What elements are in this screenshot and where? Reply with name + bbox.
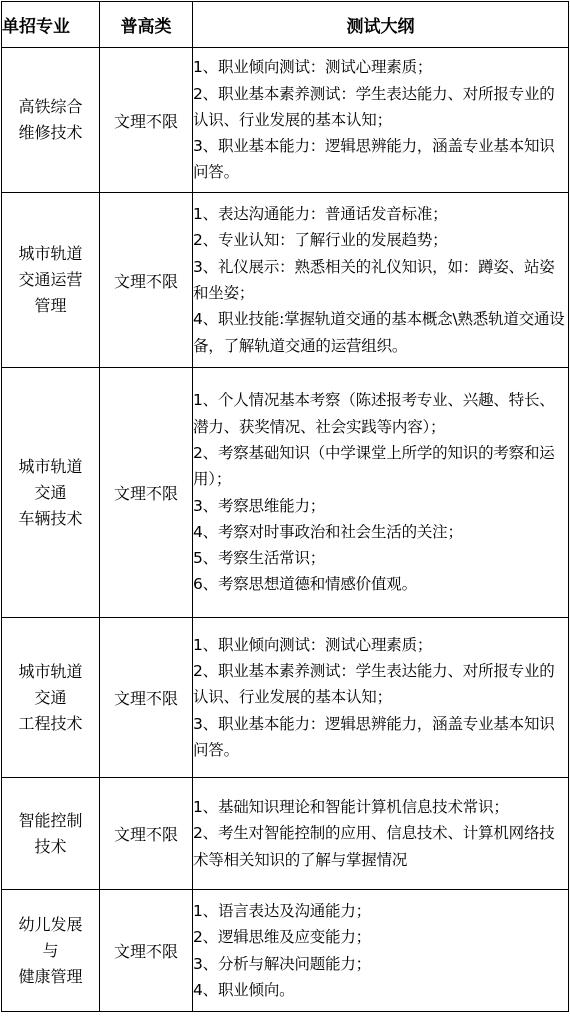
major-name-line: 技术: [34, 836, 67, 856]
outline-item: 4、考察对时事政治和社会生活的关注；: [193, 522, 463, 541]
table-row: [2, 890, 569, 1012]
major-cell: [2, 618, 100, 778]
outline-item: 1、表达沟通能力：普通话发音标准；: [193, 205, 448, 224]
exam-outline-table: [1, 1, 569, 1012]
table-row: [2, 368, 569, 618]
major-cell: [2, 368, 100, 618]
major-name-line: 交通: [34, 482, 67, 502]
outline-item: 2、专业认知：了解行业的发展趋势；: [193, 231, 448, 250]
outline-item: 1、职业倾向测试：测试心理素质；: [193, 635, 433, 654]
header-outline: 测试大纲: [193, 2, 569, 48]
outline-item: 3、职业基本能力：逻辑思辨能力，涵盖专业基本知识问答。: [193, 714, 555, 759]
category-cell: 文理不限: [100, 48, 193, 193]
major-name-line: 城市轨道: [18, 244, 83, 263]
outline-item: 1、职业倾向测试：测试心理素质；: [193, 58, 433, 77]
major-name-line: 交通: [34, 687, 67, 707]
major-cell: [2, 48, 100, 193]
major-cell: [2, 193, 100, 368]
outline-cell: [193, 618, 569, 778]
outline-item: 2、职业基本素养测试：学生表达能力、对所报专业的认识、行业发展的基本认知；: [193, 84, 555, 129]
major-name-line: 维修技术: [18, 123, 83, 142]
outline-item: 2、逻辑思维及应变能力；: [193, 928, 371, 947]
category-cell: 文理不限: [100, 368, 193, 618]
outline-cell: [193, 368, 569, 618]
outline-item: 3、考察思维能力；: [193, 496, 326, 515]
outline-item: 2、职业基本素养测试：学生表达能力、对所报专业的认识、行业发展的基本认知；: [193, 662, 555, 707]
outline-item: 4、职业技能:掌握轨道交通的基本概念\熟悉轨道交通设备，了解轨道交通的运营组织。: [193, 310, 565, 355]
major-cell: [2, 890, 100, 1012]
outline-item: 3、职业基本能力：逻辑思辨能力，涵盖专业基本知识问答。: [193, 137, 555, 182]
outline-item: 1、基础知识理论和智能计算机信息技术常识；: [193, 798, 509, 817]
category-cell: 文理不限: [100, 618, 193, 778]
category-cell: 文理不限: [100, 890, 193, 1012]
header-category: 普高类: [100, 2, 193, 48]
outline-cell: [193, 48, 569, 193]
outline-item: 6、考察思想道德和情感价值观。: [193, 575, 417, 594]
table-row: [2, 778, 569, 890]
outline-item: 2、考生对智能控制的应用、信息技术、计算机网络技术等相关知识的了解与掌握情况: [193, 824, 555, 869]
table-row: [2, 193, 569, 368]
outline-cell: [193, 890, 569, 1012]
table-row: [2, 618, 569, 778]
category-cell: 文理不限: [100, 778, 193, 890]
outline-item: 1、语言表达及沟通能力；: [193, 901, 371, 920]
category-cell: 文理不限: [100, 193, 193, 368]
major-name-line: 健康管理: [18, 966, 83, 986]
major-name-line: 管理: [34, 296, 67, 315]
major-name-line: 智能控制: [18, 810, 83, 830]
outline-item: 2、考察基础知识（中学课堂上所学的知识的考察和运用）；: [193, 443, 555, 489]
major-name-line: 城市轨道: [18, 661, 83, 681]
outline-cell: [193, 193, 569, 368]
major-name-line: 交通运营: [18, 270, 83, 289]
major-name-line: 城市轨道: [18, 456, 83, 476]
table-row: [2, 48, 569, 193]
outline-item: 4、职业倾向。: [193, 980, 295, 999]
major-name-line: 与: [42, 940, 59, 960]
major-name-line: 幼儿发展: [18, 914, 83, 934]
outline-item: 3、礼仪展示：熟悉相关的礼仪知识，如：蹲姿、站姿和坐姿；: [193, 257, 555, 302]
outline-item: 1、个人情况基本考察（陈述报考专业、兴趣、特长、潜力、获奖情况、社会实践等内容）；: [193, 391, 555, 436]
major-name-line: 高铁综合: [18, 97, 83, 116]
major-name-line: 车辆技术: [18, 508, 83, 528]
header-major: 单招专业: [2, 2, 100, 48]
outline-item: 5、考察生活常识；: [193, 549, 326, 568]
major-name-line: 工程技术: [18, 713, 83, 733]
major-cell: [2, 778, 100, 890]
outline-item: 3、分析与解决问题能力；: [193, 954, 371, 973]
outline-cell: [193, 778, 569, 890]
header-row: [2, 2, 569, 48]
